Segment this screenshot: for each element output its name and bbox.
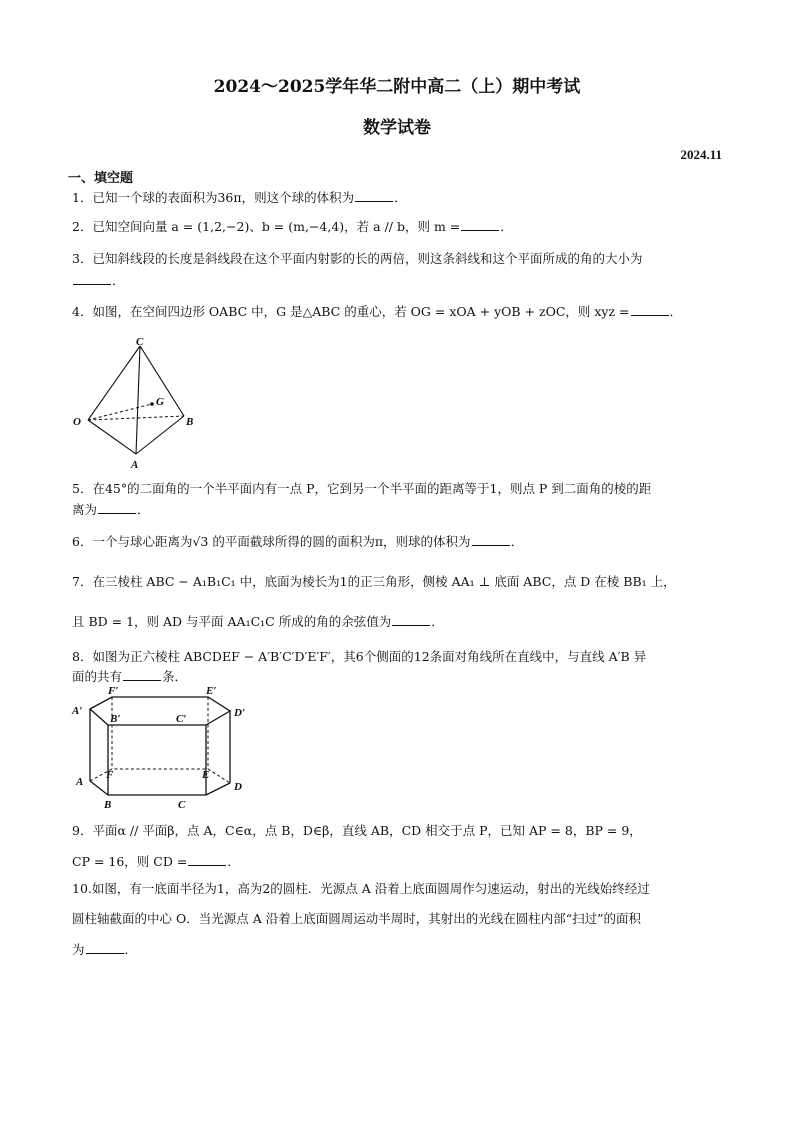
answer-blank-4 — [631, 303, 669, 316]
question-5-suffix: ． — [137, 502, 150, 517]
fig2-label-c-prime: C′ — [176, 713, 187, 725]
question-10-line2 — [72, 910, 732, 928]
question-3-suffix: ． — [112, 273, 125, 288]
hexagonal-prism-figure — [68, 684, 258, 812]
question-8 — [72, 648, 732, 666]
fig2-label-d-prime: D′ — [234, 707, 246, 719]
question-5-text: 5．在45°的二面角的一个半平面内有一点 P，它到另一个半平面的距离等于1，则点 P 到二面角的棱的距 — [72, 481, 652, 496]
exam-subtitle: 数学试卷 — [363, 118, 431, 138]
question-6-text: 6．一个与球心距离为√3 的平面截球所得的圆的面积为π，则球的体积为 — [72, 534, 471, 549]
exam-date: 2024.11 — [680, 147, 722, 162]
question-9-line2 — [72, 853, 732, 871]
question-10 — [72, 880, 732, 898]
question-4 — [72, 303, 732, 321]
question-5-line2 — [72, 501, 732, 519]
question-5-line2-text: 离为 — [72, 502, 98, 517]
question-7-line2 — [72, 613, 732, 631]
question-4-text: 4．如图，在空间四边形 OABC 中，G 是△ABC 的重心，若 OG = xOA + yOB + zOC，则 xyz = — [72, 304, 630, 319]
answer-blank-7 — [392, 613, 430, 626]
question-9-text: 9．平面α // 平面β，点 A，C∈α，点 B，D∈β，直线 AB，CD 相交于点 P，已知 AP = 8，BP = 9， — [72, 823, 642, 838]
question-3-text: 3．已知斜线段的长度是斜线段在这个平面内射影的长的两倍，则这条斜线和这个平面所成的角的大小为 — [72, 251, 643, 266]
fig2-label-b-prime: B′ — [110, 713, 121, 725]
answer-blank-9 — [188, 853, 226, 866]
question-4-suffix: ． — [669, 304, 683, 319]
fig2-label-d: D — [234, 781, 242, 793]
answer-blank-5 — [98, 501, 136, 514]
question-7-text: 7．在三棱柱 ABC − A₁B₁C₁ 中，底面为棱长为1的正三角形，侧棱 AA₁ ⊥ 底面 ABC，点 D 在棱 BB₁ 上， — [72, 574, 676, 589]
question-9-line2-text: CP = 16，则 CD = — [72, 854, 188, 869]
fig1-label-c: C — [136, 336, 144, 348]
question-10-line3 — [72, 941, 732, 959]
answer-blank-1 — [355, 189, 393, 202]
question-8-suffix: 条． — [162, 669, 188, 684]
fig2-label-c: C — [178, 799, 186, 811]
tetrahedron-figure — [68, 334, 198, 474]
question-8-text: 8．如图为正六棱柱 ABCDEF − A′B′C′D′E′F′，其6个侧面的12条面对角线所在直线中，与直线 A′B 异 — [72, 649, 647, 664]
question-10-line2-text: 圆柱轴截面的中心 O．当光源点 A 沿着上底面圆周运动半周时，其射出的光线在圆柱内部“扫过”的面积 — [72, 911, 641, 926]
question-1-text: 1．已知一个球的表面积为36π，则这个球的体积为 — [72, 190, 355, 205]
question-1 — [72, 189, 732, 207]
question-2-text: 2．已知空间向量 a = (1,2,−2)、b = (m,−4,4)，若 a // b，则 m = — [72, 219, 461, 234]
question-3 — [72, 250, 732, 268]
answer-blank-10 — [86, 941, 124, 954]
question-5 — [72, 480, 732, 498]
fig1-label-o: O — [73, 416, 81, 428]
question-6 — [72, 533, 732, 551]
question-10-line3-text: 为 — [72, 942, 85, 957]
question-7-line2-text: 且 BD = 1，则 AD 与平面 AA₁C₁C 所成的角的余弦值为 — [72, 614, 392, 629]
fig2-label-f-prime: F′ — [108, 685, 119, 697]
fig1-label-g: G — [156, 396, 164, 408]
question-7 — [72, 573, 732, 591]
fig2-label-e: E — [202, 769, 210, 781]
fig2-label-e-prime: E′ — [206, 685, 217, 697]
question-8-line2-text: 面的共有 — [72, 669, 123, 684]
fig2-label-a-prime: A′ — [72, 705, 83, 717]
question-10-text: 10.如图，有一底面半径为1，高为2的圆柱．光源点 A 沿着上底面圆周作匀速运动，射出的光线始终经过 — [72, 881, 650, 896]
answer-blank-2 — [461, 218, 499, 231]
question-7-suffix: ． — [431, 614, 444, 629]
fig1-label-a: A — [131, 459, 139, 471]
question-10-suffix: ． — [124, 942, 138, 957]
question-9 — [72, 822, 732, 840]
exam-title: 2024～2025学年华二附中高二（上）期中考试 — [213, 77, 581, 97]
fig1-label-b: B — [186, 416, 194, 428]
answer-blank-8 — [123, 668, 161, 681]
fig2-label-b: B — [104, 799, 112, 811]
question-1-suffix: ． — [394, 190, 407, 205]
question-3-line2 — [72, 272, 732, 290]
fig2-label-a: A — [76, 776, 84, 788]
fig2-label-f: F — [106, 769, 114, 781]
question-9-suffix: ． — [227, 854, 240, 869]
answer-blank-3 — [73, 272, 111, 285]
question-6-suffix: ． — [510, 534, 524, 549]
question-2-suffix: ． — [500, 219, 513, 234]
section-title: 一、填空题 — [68, 171, 134, 186]
answer-blank-6 — [472, 533, 510, 546]
question-2 — [72, 218, 732, 236]
